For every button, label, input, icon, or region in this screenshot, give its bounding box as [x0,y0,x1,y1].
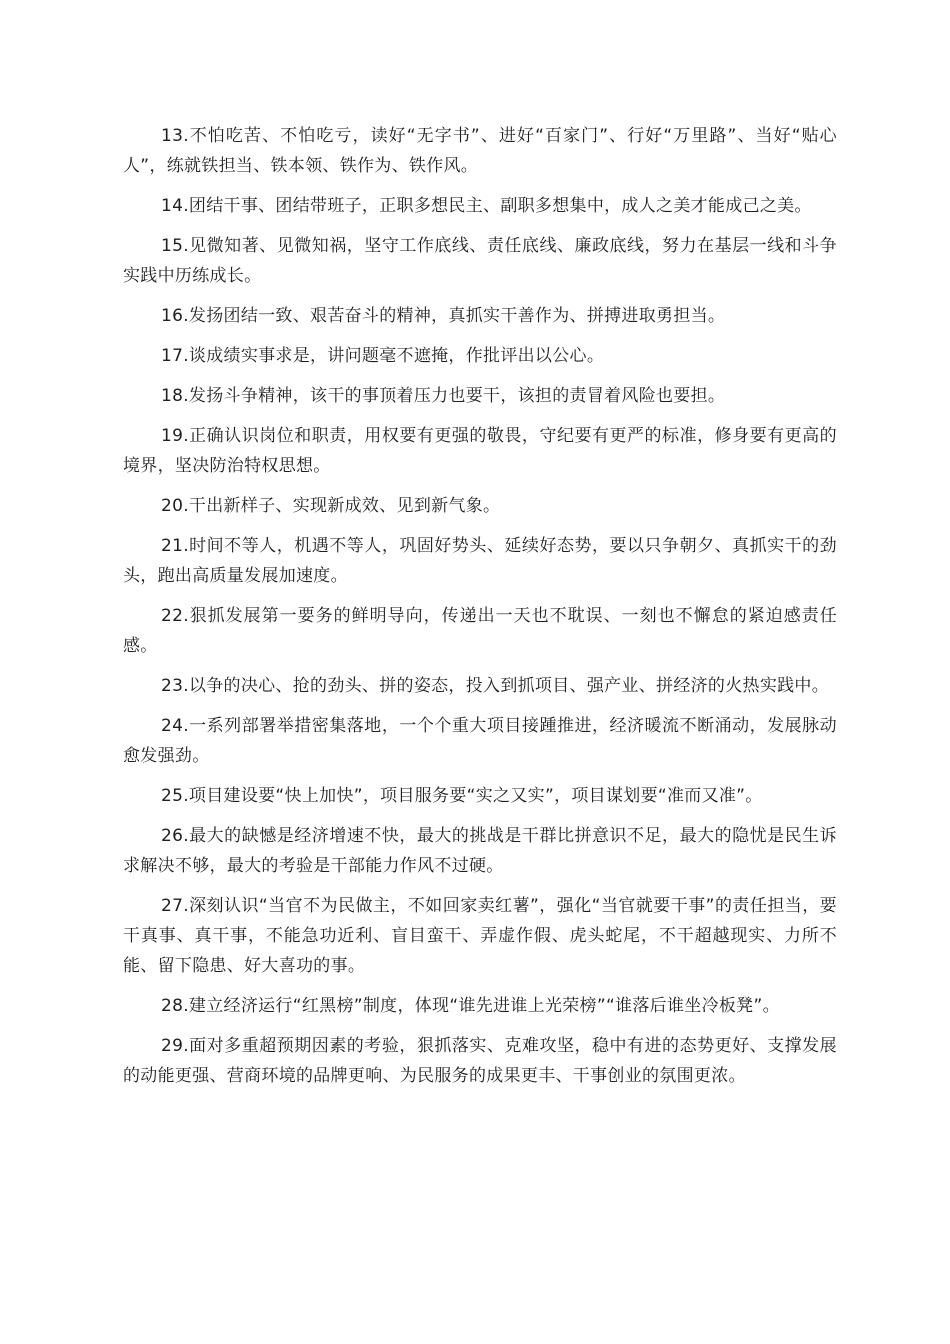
document-body [123,121,837,1101]
paragraph-20: 20.干出新样子、实现新成效、见到新气象。 [161,496,501,516]
paragraph-18: 18.发扬斗争精神，该干的事顶着压力也要干，该担的责冒着风险也要担。 [161,386,726,406]
paragraph-24: 24.一系列部署举措密集落地，一个个重大项目接踵推进，经济暖流不断涌动，发展脉动愈发强劲。 [123,716,837,766]
paragraph-21: 21.时间不等人，机遇不等人，巩固好势头、延续好态势，要以只争朝夕、真抓实干的劲头，跑出高质量发展加速度。 [123,536,837,586]
paragraph-27: 27.深刻认识“当官不为民做主，不如回家卖红薯”，强化“当官就要干事”的责任担当，要干真事、真干事，不能急功近利、盲目蛮干、弄虚作假、虎头蛇尾，不干超越现实、力所不能、留下隐患、好大喜功的事。 [123,896,837,976]
paragraph-13: 13.不怕吃苦、不怕吃亏，读好“无字书”、进好“百家门”、行好“万里路”、当好“贴心人”，练就铁担当、铁本领、铁作为、铁作风。 [123,126,837,176]
paragraph-15: 15.见微知著、见微知祸，坚守工作底线、责任底线、廉政底线，努力在基层一线和斗争实践中历练成长。 [123,236,837,286]
paragraph-23: 23.以争的决心、抢的劲头、拼的姿态，投入到抓项目、强产业、拼经济的火热实践中。 [161,676,830,696]
paragraph-17: 17.谈成绩实事求是，讲问题毫不遮掩，作批评出以公心。 [161,346,605,366]
paragraph-14: 14.团结干事、团结带班子，正职多想民主、副职多想集中，成人之美才能成己之美。 [161,196,812,216]
paragraph-26: 26.最大的缺憾是经济增速不快，最大的挑战是干群比拼意识不足，最大的隐忧是民生诉求解决不够，最大的考验是干部能力作风不过硬。 [123,826,837,876]
paragraph-28: 28.建立经济运行“红黑榜”制度，体现“谁先进谁上光荣榜”“谁落后谁坐冷板凳”。 [161,996,780,1016]
paragraph-22: 22.狠抓发展第一要务的鲜明导向，传递出一天也不耽误、一刻也不懈怠的紧迫感责任感。 [123,606,837,656]
paragraph-19: 19.正确认识岗位和职责，用权要有更强的敬畏，守纪要有更严的标准，修身要有更高的境界，坚决防治特权思想。 [123,426,837,476]
paragraph-25: 25.项目建设要“快上加快”，项目服务要“实之又实”，项目谋划要“准而又准”。 [161,786,763,806]
paragraph-16: 16.发扬团结一致、艰苦奋斗的精神，真抓实干善作为、拼搏进取勇担当。 [161,306,726,326]
paragraph-29: 29.面对多重超预期因素的考验，狠抓落实、克难攻坚，稳中有进的态势更好、支撑发展的动能更强、营商环境的品牌更响、为民服务的成果更丰、干事创业的氛围更浓。 [123,1036,837,1086]
